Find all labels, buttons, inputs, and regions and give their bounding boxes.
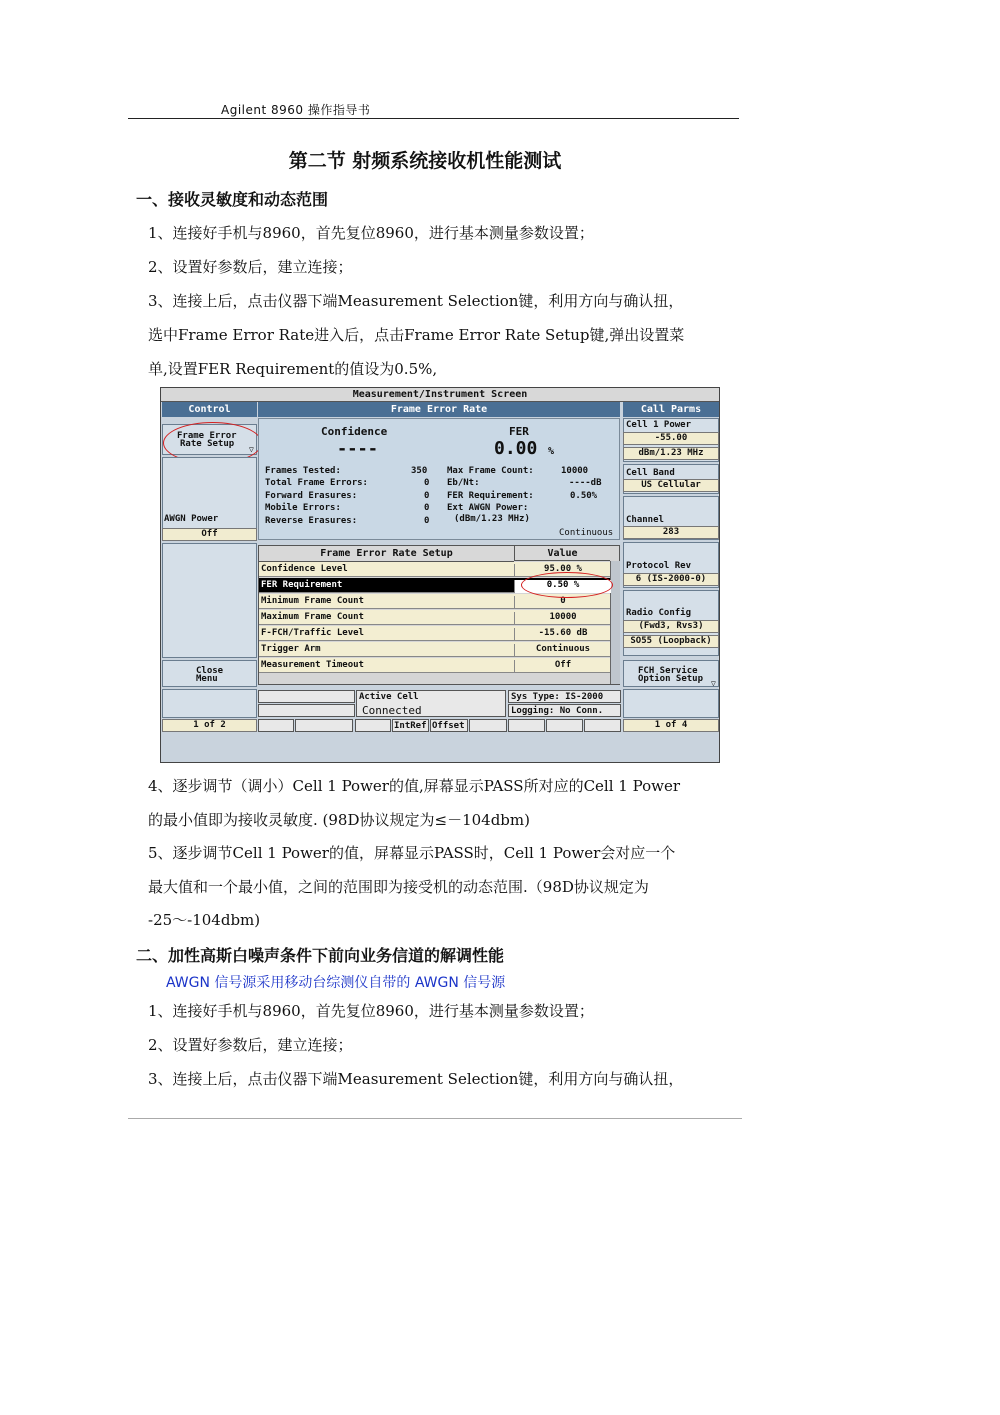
- key-label: Radio Config: [626, 608, 692, 618]
- confidence-label: Confidence: [321, 425, 388, 438]
- protocol-value: 6 (IS-2000-0): [623, 573, 719, 586]
- forward-erasures-label: Forward Erasures:: [265, 491, 358, 501]
- screen-caption: Measurement/Instrument Screen: [161, 388, 719, 402]
- row-name: Minimum Frame Count: [261, 596, 364, 606]
- row-value: 95.00 %: [514, 564, 611, 577]
- running-header: Agilent 8960 操作指导书: [221, 103, 371, 117]
- ext-awgn-unit: (dBm/1.23 MHz): [454, 514, 530, 524]
- fer-result-panel: [258, 418, 620, 540]
- awgn-value: Off: [162, 528, 257, 541]
- cell-power-value: -55.00: [623, 432, 719, 445]
- cell-band-value: US Cellular: [623, 479, 719, 492]
- status-cell: [469, 719, 507, 732]
- max-frame-value: 10000: [561, 466, 589, 476]
- key-label: Cell Band: [626, 468, 675, 478]
- blank-key[interactable]: [162, 543, 257, 658]
- paragraph-line: 选中Frame Error Rate进入后，点击Frame Error Rate Setup键,弹出设置菜: [148, 326, 685, 344]
- status-cell: [295, 719, 353, 732]
- setup-row-timeout[interactable]: [259, 658, 610, 673]
- paragraph-line: 4、逐步调节（调小）Cell 1 Power的值,屏幕显示PASS所对应的Cell 1 Power: [148, 777, 681, 795]
- key-label: Option Setup: [638, 674, 704, 684]
- chevron-down-icon: ▽: [711, 679, 716, 688]
- mobile-errors-label: Mobile Errors:: [265, 503, 341, 513]
- paragraph-line: 的最小值即为接收灵敏度. (98D协议规定为≤－104dbm): [148, 811, 530, 829]
- key-label: Cell 1 Power: [626, 420, 692, 430]
- key-label: Menu: [196, 674, 218, 684]
- frames-tested-label: Frames Tested:: [265, 466, 341, 476]
- fer-req-label: FER Requirement:: [447, 491, 534, 501]
- measurement-mode: Continuous: [559, 528, 614, 538]
- key-label: AWGN Power: [164, 514, 219, 524]
- key-label: Channel: [626, 515, 664, 525]
- paragraph-line: -25～-104dbm): [148, 911, 261, 929]
- scrollbar[interactable]: [610, 561, 620, 684]
- paragraph-line: 1、连接好手机与8960，首先复位8960，进行基本测量参数设置；: [148, 1002, 594, 1020]
- paragraph-line: 3、连接上后，点击仪器下端Measurement Selection键，利用方向与确认扭，: [148, 1070, 684, 1088]
- blank-key[interactable]: [623, 689, 719, 718]
- max-frame-label: Max Frame Count:: [447, 466, 534, 476]
- row-value: Continuous: [514, 644, 611, 657]
- sys-type: Sys Type: IS-2000: [511, 692, 604, 702]
- ebnt-value: ----dB: [569, 478, 602, 488]
- intref-label: IntRef: [394, 721, 427, 731]
- service-option-value: SO55 (Loopback): [623, 635, 719, 648]
- setup-row-trigger-arm[interactable]: [259, 642, 610, 657]
- paragraph-line: 最大值和一个最小值，之间的范围即为接受机的动态范围.（98D协议规定为: [148, 878, 649, 896]
- active-cell-label: Active Cell: [359, 692, 419, 702]
- status-cell: [546, 719, 583, 732]
- row-value: 0.50 %: [514, 580, 611, 593]
- instrument-screen: [160, 387, 720, 763]
- key-label: Frame Error: [177, 431, 237, 441]
- status-cell: [258, 719, 294, 732]
- status-cell: [355, 719, 391, 732]
- paragraph-line: 2、设置好参数后，建立连接；: [148, 258, 353, 276]
- row-name: Measurement Timeout: [261, 660, 364, 670]
- status-box: [258, 704, 355, 717]
- status-cell: [508, 719, 545, 732]
- forward-erasures-value: 0: [424, 491, 430, 501]
- key-label: Protocol Rev: [626, 561, 692, 571]
- call-parms-header: Call Parms: [623, 402, 719, 417]
- active-cell-value: Connected: [362, 704, 422, 717]
- fch-service-key[interactable]: [623, 660, 719, 687]
- frames-tested-value: 350: [411, 466, 428, 476]
- part1-heading: 一、接收灵敏度和动态范围: [136, 190, 329, 209]
- cell-power-unit: dBm/1.23 MHz: [623, 447, 719, 460]
- radio-config-value: (Fwd3, Rvs3): [623, 620, 719, 633]
- mobile-errors-value: 0: [424, 503, 430, 513]
- fer-label: FER: [509, 425, 529, 438]
- setup-row-max-frame[interactable]: [259, 610, 610, 625]
- close-menu-key[interactable]: [162, 660, 257, 687]
- key-label: Rate Setup: [180, 439, 235, 449]
- confidence-value: ----: [337, 439, 378, 459]
- reverse-erasures-label: Reverse Erasures:: [265, 516, 358, 526]
- paragraph-line: 2、设置好参数后，建立连接；: [148, 1036, 353, 1054]
- paragraph-line: 1、连接好手机与8960，首先复位8960，进行基本测量参数设置；: [148, 224, 594, 242]
- row-name: FER Requirement: [261, 580, 343, 590]
- paragraph-line: 单,设置FER Requirement的值设为0.5%,: [148, 360, 438, 378]
- setup-row-traffic-level[interactable]: [259, 626, 610, 641]
- offset-indicator: [430, 719, 468, 732]
- status-box: [258, 690, 355, 703]
- total-errors-value: 0: [424, 478, 430, 488]
- logging-status: Logging: No Conn.: [511, 706, 604, 716]
- row-name: Confidence Level: [261, 564, 348, 574]
- total-errors-label: Total Frame Errors:: [265, 478, 368, 488]
- reverse-erasures-value: 0: [424, 516, 430, 526]
- active-cell-box: [356, 690, 506, 717]
- sys-type-box: [508, 690, 621, 703]
- part2-heading: 二、加性高斯白噪声条件下前向业务信道的解调性能: [136, 946, 505, 965]
- row-value: 10000: [514, 612, 611, 625]
- header-rule: [128, 118, 739, 119]
- logging-box: [508, 704, 621, 717]
- value-header: Value: [514, 546, 610, 561]
- row-value: -15.60 dB: [514, 628, 611, 641]
- channel-value: 283: [623, 526, 719, 539]
- highlight-circle: [521, 572, 613, 598]
- fer-header: Frame Error Rate: [258, 402, 620, 417]
- chevron-down-icon: ▽: [249, 445, 254, 454]
- fer-value: 0.00: [494, 438, 538, 459]
- fer-req-value: 0.50%: [570, 491, 598, 501]
- row-name: F-FCH/Traffic Level: [261, 628, 364, 638]
- paragraph-line: 3、连接上后，点击仪器下端Measurement Selection键，利用方向与确认扭，: [148, 292, 684, 310]
- row-value: 0: [514, 596, 611, 609]
- key-label: FCH Service: [638, 666, 698, 676]
- ext-awgn-label: Ext AWGN Power:: [447, 503, 529, 513]
- fer-unit: %: [548, 446, 555, 457]
- awgn-note: AWGN 信号源采用移动台综测仪自带的 AWGN 信号源: [166, 975, 506, 991]
- ebnt-label: Eb/Nt:: [447, 478, 480, 488]
- right-page-indicator: 1 of 4: [623, 719, 719, 732]
- row-name: Trigger Arm: [261, 644, 321, 654]
- blank-key[interactable]: [162, 689, 257, 718]
- intref-indicator: [392, 719, 429, 732]
- row-value: Off: [514, 660, 611, 673]
- row-name: Maximum Frame Count: [261, 612, 364, 622]
- setup-title: Frame Error Rate Setup: [259, 546, 514, 562]
- offset-label: Offset: [432, 721, 465, 731]
- section-title: 第二节 射频系统接收机性能测试: [288, 150, 562, 172]
- status-cell: [584, 719, 621, 732]
- key-label: Close: [196, 666, 224, 676]
- awgn-key[interactable]: [162, 457, 257, 539]
- fer-setup-menu: [258, 545, 620, 685]
- footer-rule: [128, 1118, 742, 1119]
- left-page-indicator: 1 of 2: [162, 719, 257, 732]
- paragraph-line: 5、逐步调节Cell 1 Power的值，屏幕显示PASS时，Cell 1 Power会对应一个: [148, 844, 676, 862]
- control-header: Control: [162, 402, 257, 417]
